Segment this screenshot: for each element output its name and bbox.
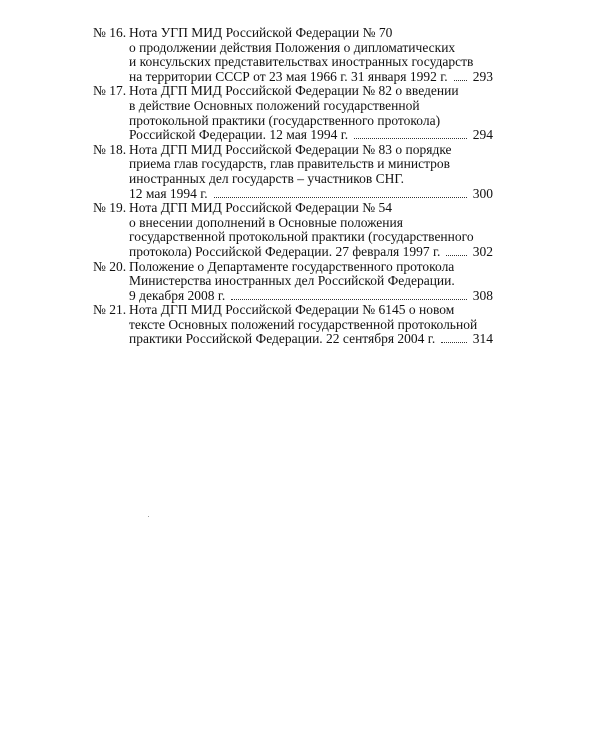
dot-leader (441, 342, 467, 343)
entry-last-line (129, 70, 493, 85)
entry-number: № 16. (93, 25, 127, 40)
entry-number: № 21. (93, 302, 127, 318)
toc-entry (93, 260, 493, 304)
entry-line: 12 мая 1994 г. (129, 185, 208, 201)
table-of-contents (93, 26, 493, 347)
entry-body (129, 84, 493, 142)
entry-body (129, 26, 493, 84)
entry-last-line (129, 245, 493, 260)
entry-line: протокола) Российской Федерации. 27 февраля 1997 г. (129, 243, 441, 259)
entry-line: Нота ДГП МИД Российской Федерации № 83 о порядке (129, 141, 452, 157)
entry-line: иностранных дел государств – участников СНГ. (129, 170, 404, 186)
page-number: 302 (472, 243, 493, 259)
page-number: 293 (472, 68, 493, 84)
entry-line: Положение о Департаменте государственного протокола (129, 258, 455, 274)
entry-last-line (129, 187, 493, 202)
entry-line: Нота УГП МИД Российской Федерации № 70 (129, 25, 393, 40)
toc-entry (93, 201, 493, 259)
toc-entry (93, 303, 493, 347)
entry-last-line (129, 332, 493, 347)
entry-line: Министерства иностранных дел Российской Федерации. (129, 273, 455, 289)
toc-entry (93, 143, 493, 201)
page-number: 314 (472, 331, 493, 347)
entry-line: Нота ДГП МИД Российской Федерации № 82 о введении (129, 83, 459, 99)
entry-line: Нота ДГП МИД Российской Федерации № 54 (129, 200, 393, 216)
page-number: 294 (472, 127, 493, 143)
entry-line: на территории СССР от 23 мая 1966 г. 31 января 1992 г. (129, 68, 448, 84)
entry-line: практики Российской Федерации. 22 сентября 2004 г. (129, 331, 436, 347)
scan-speck (148, 516, 149, 517)
dot-leader (446, 255, 466, 256)
entry-line: 9 декабря 2008 г. (129, 287, 226, 303)
page-number: 308 (472, 287, 493, 303)
entry-last-line (129, 128, 493, 143)
entry-line: Нота ДГП МИД Российской Федерации № 6145 о новом (129, 302, 455, 318)
entry-body (129, 260, 493, 304)
entry-body (129, 143, 493, 201)
dot-leader (454, 80, 467, 81)
entry-line: Российской Федерации. 12 мая 1994 г. (129, 127, 349, 143)
dot-leader (214, 197, 467, 198)
entry-line: тексте Основных положений государственной протокольной (129, 316, 478, 332)
entry-line: о внесении дополнений в Основные положения (129, 214, 403, 230)
entry-line: приема глав государств, глав правительств и министров (129, 156, 451, 172)
dot-leader (354, 138, 467, 139)
entry-body (129, 201, 493, 259)
entry-number: № 20. (93, 258, 127, 274)
entry-last-line (129, 289, 493, 304)
entry-line: о продолжении действия Положения о дипломатических (129, 39, 456, 55)
entry-number: № 17. (93, 83, 127, 99)
toc-entry (93, 84, 493, 142)
entry-number: № 18. (93, 141, 127, 157)
entry-body (129, 303, 493, 347)
toc-entry (93, 26, 493, 84)
entry-line: протокольной практики (государственного протокола) (129, 112, 441, 128)
page-number: 300 (472, 185, 493, 201)
entry-line: в действие Основных положений государственной (129, 97, 420, 113)
dot-leader (231, 299, 466, 300)
entry-line: и консульских представительствах иностранных государств (129, 54, 474, 70)
entry-number: № 19. (93, 200, 127, 216)
entry-line: государственной протокольной практики (государственного (129, 229, 474, 245)
